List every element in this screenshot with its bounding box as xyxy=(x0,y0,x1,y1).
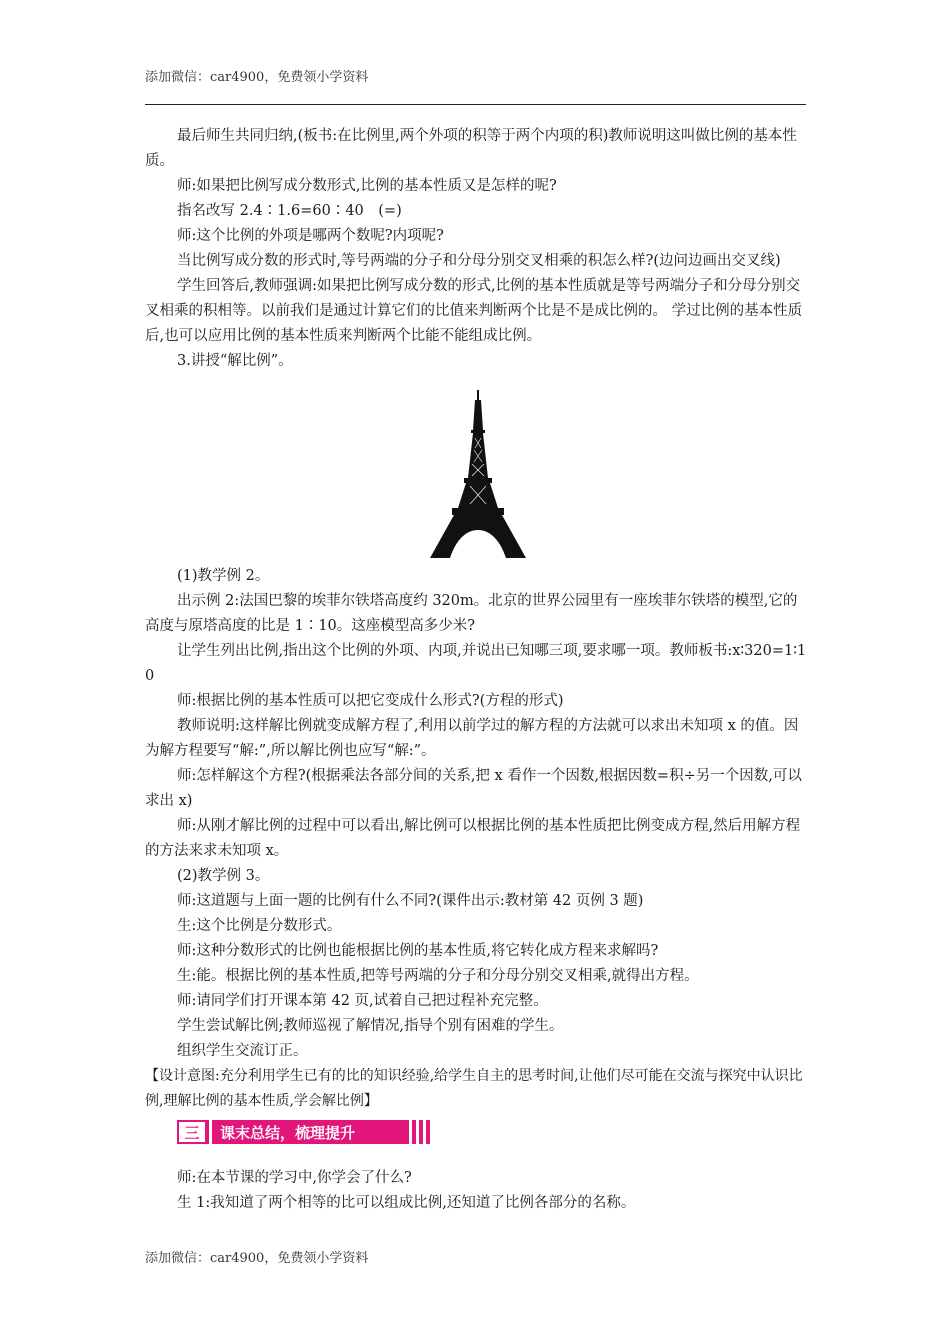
page-header-text: 添加微信：car4900，免费领小学资料 xyxy=(145,70,369,85)
paragraph: 师:请同学们打开课本第 42 页,试着自己把过程补充完整。 xyxy=(177,993,548,1009)
banner-stripe xyxy=(430,1120,433,1144)
paragraph: 3.讲授“解比例”。 xyxy=(177,353,293,369)
paragraph: 当比例写成分数的形式时,等号两端的分子和分母分别交叉相乘的积怎么样?(边问边画出交叉线) xyxy=(177,253,781,269)
paragraph: (2)教学例 3。 xyxy=(177,868,270,884)
header-divider xyxy=(145,104,806,105)
paragraph: 师:如果把比例写成分数形式,比例的基本性质又是怎样的呢? xyxy=(177,178,557,194)
paragraph: 师:这个比例的外项是哪两个数呢?内项呢? xyxy=(177,228,444,244)
paragraph: 师:这种分数形式的比例也能根据比例的基本性质,将它转化成方程来求解吗? xyxy=(177,943,659,959)
section-banner xyxy=(177,1120,433,1144)
paragraph: 让学生列出比例,指出这个比例的外项、内项,并说出已知哪三项,要求哪一项。教师板书:x∶320=1∶10 xyxy=(145,643,807,684)
eiffel-tower-icon xyxy=(428,390,528,558)
banner-stripe xyxy=(409,1120,412,1144)
banner-divider xyxy=(209,1120,212,1144)
paragraph: 师:从刚才解比例的过程中可以看出,解比例可以根据比例的基本性质把比例变成方程,然后用解方程的方法来求未知项 x。 xyxy=(145,818,801,859)
paragraph: 师:怎样解这个方程?(根据乘法各部分间的关系,把 x 看作一个因数,根据因数=积÷另一个因数,可以求出 x) xyxy=(145,768,802,809)
paragraph: 师:根据比例的基本性质可以把它变成什么形式?(方程的形式) xyxy=(177,693,564,709)
section-title: 课末总结，梳理提升 xyxy=(220,1123,356,1142)
banner-stripe xyxy=(423,1120,426,1144)
paragraph: 生 1:我知道了两个相等的比可以组成比例,还知道了比例各部分的名称。 xyxy=(177,1195,636,1211)
paragraph: 组织学生交流订正。 xyxy=(177,1043,308,1059)
paragraph: 师:这道题与上面一题的比例有什么不同?(课件出示:教材第 42 页例 3 题) xyxy=(177,893,644,909)
paragraph: 指名改写 2.4∶1.6=60∶40 (=) xyxy=(177,203,402,219)
page-footer-text: 添加微信：car4900，免费领小学资料 xyxy=(145,1251,369,1266)
design-intent-note: 【设计意图:充分利用学生已有的比的知识经验,给学生自主的思考时间,让他们尽可能在交流与探究中认识比例,理解比例的基本性质,学会解比例】 xyxy=(145,1068,803,1109)
document-body xyxy=(145,124,810,1216)
paragraph: 最后师生共同归纳,(板书:在比例里,两个外项的积等于两个内项的积)教师说明这叫做比例的基本性质。 xyxy=(145,128,797,169)
paragraph: 生:能。根据比例的基本性质,把等号两端的分子和分母分别交叉相乘,就得出方程。 xyxy=(177,968,699,984)
paragraph: 学生尝试解比例;教师巡视了解情况,指导个别有困难的学生。 xyxy=(177,1018,564,1034)
paragraph: 学生回答后,教师强调:如果把比例写成分数的形式,比例的基本性质就是等号两端分子和分母分别交叉相乘的积相等。以前我们是通过计算它们的比值来判断两个比是不是成比例的。 学过比例的基本性质后,也可以应用比例的基本性质来判断两个比能不能组成比例。 xyxy=(145,278,803,344)
paragraph: 教师说明:这样解比例就变成解方程了,利用以前学过的解方程的方法就可以求出未知项 x 的值。因为解方程要写“解:”,所以解比例也应写“解:”。 xyxy=(145,718,799,759)
paragraph: (1)教学例 2。 xyxy=(177,568,270,584)
paragraph: 生:这个比例是分数形式。 xyxy=(177,918,342,934)
eiffel-tower-figure xyxy=(145,378,810,558)
section-number: 三 xyxy=(177,1120,207,1144)
banner-stripe xyxy=(416,1120,419,1144)
paragraph: 师:在本节课的学习中,你学会了什么? xyxy=(177,1170,412,1186)
banner-stripes xyxy=(405,1120,433,1144)
paragraph: 出示例 2:法国巴黎的埃菲尔铁塔高度约 320m。北京的世界公园里有一座埃菲尔铁塔的模型,它的高度与原塔高度的比是 1∶10。这座模型高多少米? xyxy=(145,593,798,634)
spacer xyxy=(145,1144,810,1166)
